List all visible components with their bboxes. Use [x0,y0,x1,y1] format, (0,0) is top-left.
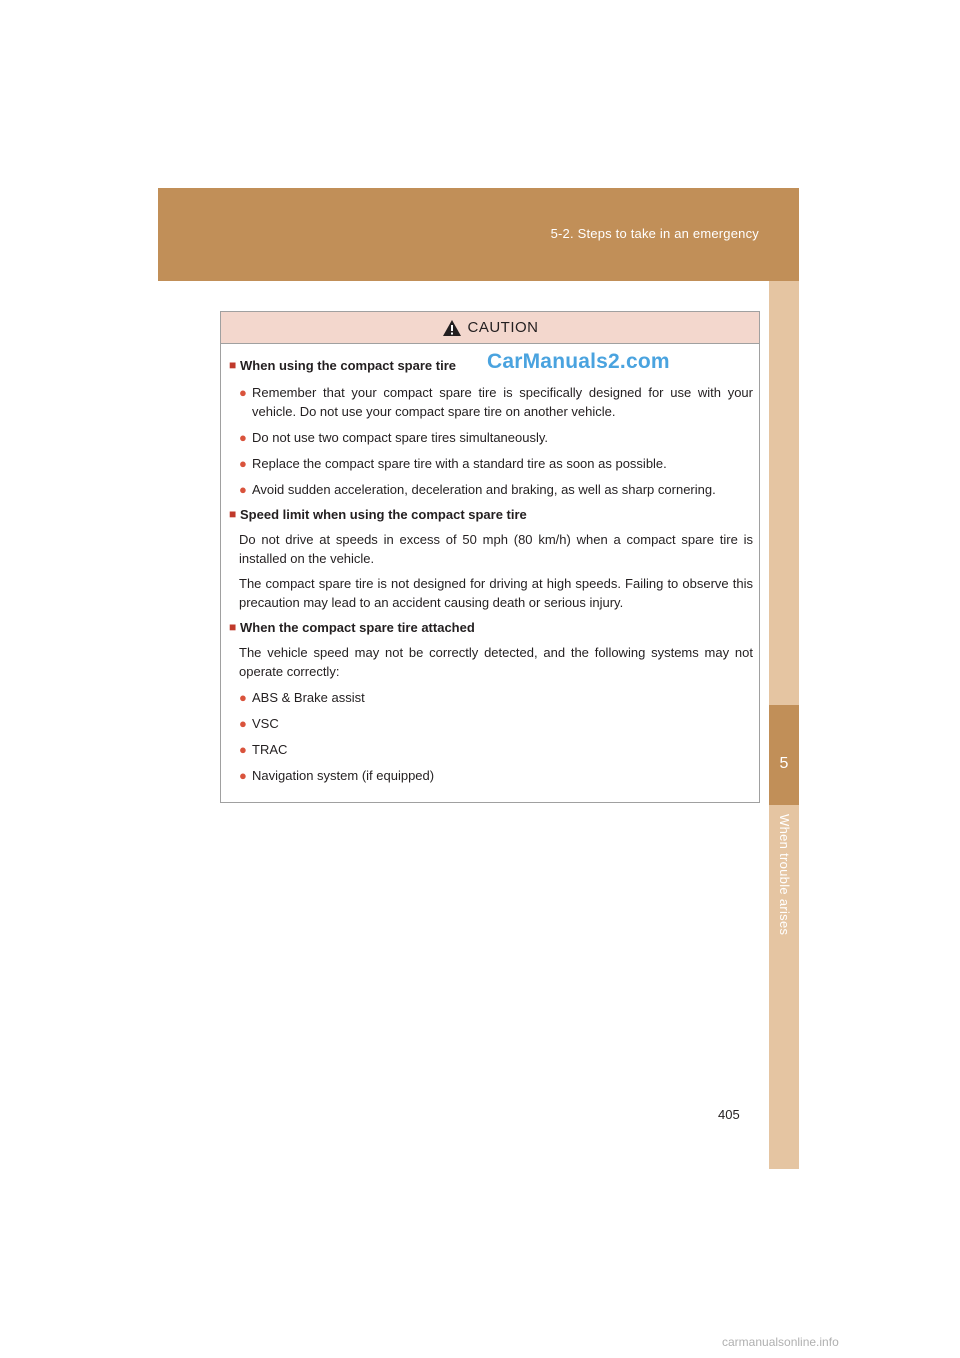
list-item: ● Avoid sudden acceleration, deceleration and braking, as well as sharp cornering. [239,482,716,497]
section-heading: ■ When using the compact spare tire [229,358,456,373]
list-item: ● Remember that your compact spare tire is specifically designed for use with your vehicle. Do not use your compact spare tire on another vehicle. [239,385,753,419]
footer-watermark: carmanualsonline.info [722,1335,839,1349]
chapter-label: When trouble arises [777,814,792,936]
bullet-dot-icon: ● [239,742,247,757]
square-bullet-icon: ■ [229,358,237,372]
list-item: ● VSC [239,716,279,731]
section-title: 5-2. Steps to take in an emergency [550,226,759,241]
square-bullet-icon: ■ [229,507,237,521]
bullet-dot-icon: ● [239,456,247,471]
chapter-tab [769,705,799,805]
chapter-number: 5 [779,755,789,772]
watermark-logo: CarManuals2.com [487,346,669,378]
list-item: ● TRAC [239,742,288,757]
bullet-dot-icon: ● [239,482,247,497]
paragraph: The vehicle speed may not be correctly detected, and the following systems may not operate correctly: [239,645,753,679]
bullet-dot-icon: ● [239,430,247,445]
bullet-dot-icon: ● [239,385,247,400]
paragraph: The compact spare tire is not designed for driving at high speeds. Failing to observe this precaution may lead to an accident causing death or serious injury. [239,576,753,610]
caution-header [221,312,759,344]
bullet-dot-icon: ● [239,768,247,783]
list-item: ● ABS & Brake assist [239,690,365,705]
caution-title: CAUTION [467,319,539,336]
paragraph: Do not drive at speeds in excess of 50 mph (80 km/h) when a compact spare tire is installed on the vehicle. [239,532,753,566]
caution-box [220,311,760,803]
warning-triangle-icon [442,319,462,337]
list-item: ● Replace the compact spare tire with a standard tire as soon as possible. [239,456,667,471]
section-heading: ■ Speed limit when using the compact spare tire [229,507,527,522]
caution-body [221,344,759,785]
bullet-dot-icon: ● [239,716,247,731]
list-item: ● Navigation system (if equipped) [239,768,435,783]
square-bullet-icon: ■ [229,620,237,634]
section-header-band [158,188,799,281]
page-number: 405 [718,1107,740,1122]
bullet-dot-icon: ● [239,690,247,705]
list-item: ● Do not use two compact spare tires simultaneously. [239,430,549,445]
section-heading: ■ When the compact spare tire attached [229,620,475,635]
